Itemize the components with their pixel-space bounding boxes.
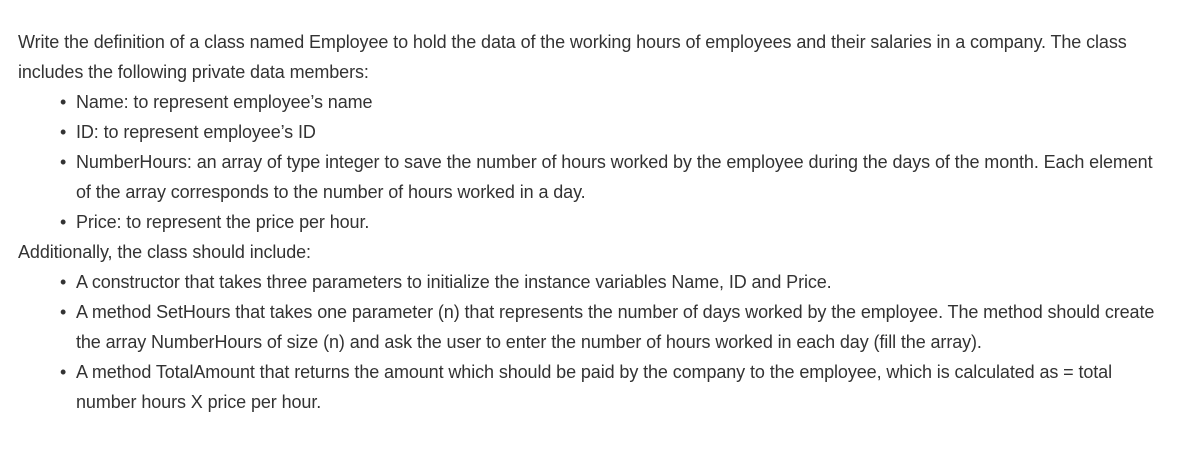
bullet-icon: • (60, 212, 67, 232)
list-item-text: Price: to represent the price per hour. (76, 212, 370, 232)
list-item (60, 267, 1172, 297)
list-item-text: A method SetHours that takes one parameter (n) that represents the number of days worked by the employee. The method should create the array NumberHours of size (n) and ask the user to enter the number of hours worked in each day (fill the array). (76, 302, 1155, 352)
list-item-text: A constructor that takes three parameters to initialize the instance variables Name, ID and Price. (76, 272, 832, 292)
bullet-icon: • (60, 152, 67, 172)
additional-intro: Additionally, the class should include: (18, 242, 311, 262)
list-item-text: ID: to represent employee’s ID (76, 122, 316, 142)
intro-paragraph: Write the definition of a class named Employee to hold the data of the working hours of employees and their salaries in a company. The class includes the following private data members: (18, 32, 1127, 82)
list-item-text: A method TotalAmount that returns the amount which should be paid by the company to the employee, which is calculated as = total number hours X price per hour. (76, 362, 1112, 412)
bullet-icon: • (60, 272, 67, 292)
list-item (60, 147, 1172, 207)
bullet-icon: • (60, 92, 67, 112)
list-item (60, 207, 1172, 237)
list-item (60, 117, 1172, 147)
bullet-icon: • (60, 362, 67, 382)
bullet-icon: • (60, 122, 67, 142)
list-item (60, 357, 1172, 417)
list-item (60, 87, 1172, 117)
bullet-icon: • (60, 302, 67, 322)
data-members-list (18, 87, 1172, 237)
list-item-text: NumberHours: an array of type integer to save the number of hours worked by the employee during the days of the month. Each element of the array corresponds to the number of hours worked in a day. (76, 152, 1153, 202)
list-item (60, 297, 1172, 357)
list-item-text: Name: to represent employee’s name (76, 92, 373, 112)
methods-list (18, 267, 1172, 417)
